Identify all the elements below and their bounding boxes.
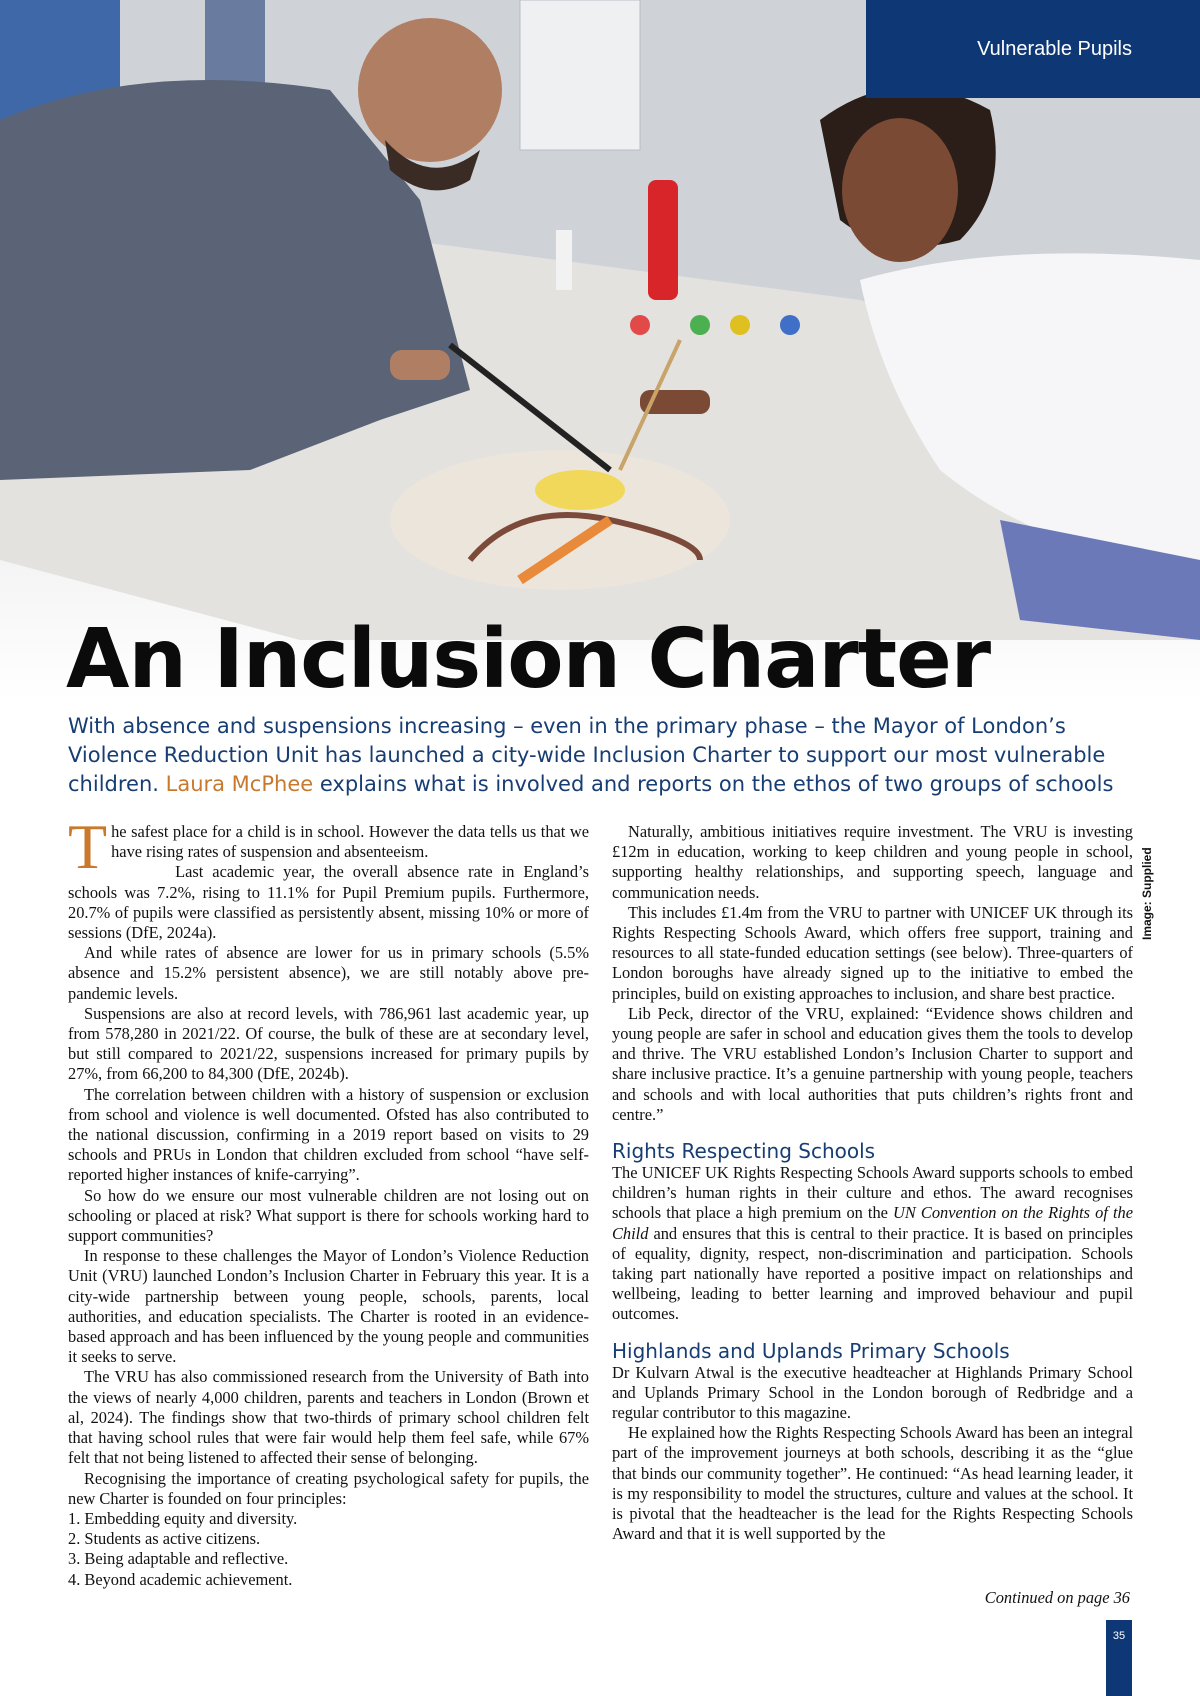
paragraph bbox=[612, 1163, 1133, 1325]
paragraph: Lib Peck, director of the VRU, explained: “Evidence shows children and young people are safer in school and education gives them the tools to develop and thrive. The VRU established London’s Inclusion Charter to support and share inclusive practice. It’s a genuine partnership with young people, teachers and schools and with local authorities that puts children’s rights front and centre.” bbox=[612, 1003, 1133, 1124]
paragraph: Suspensions are also at record levels, with 786,961 last academic year, up from 578,280 in 2021/22. Of course, the bulk of these are at secondary level, but still compared to 2021/22, suspensions increased for primary pupils by 27%, from 66,200 to 84,300 (DfE, 2024b). bbox=[68, 1003, 589, 1084]
principles-list bbox=[68, 1509, 589, 1590]
paragraph: In response to these challenges the Mayor of London’s Violence Reduction Unit (VRU) launched London’s Inclusion Charter in February this year. It is a city-wide partnership between young people, schools, parents, local authorities, and education specialists. The Charter is rooted in an evidence-based approach and has been influenced by the young people and communities it seeks to serve. bbox=[68, 1246, 589, 1367]
drop-cap: T bbox=[68, 811, 108, 882]
convention-title: UN Convention on the Rights of the Child bbox=[612, 1203, 1133, 1243]
paragraph: The correlation between children with a history of suspension or exclusion from school and violence is well documented. Ofsted has also contributed to the national discussion, confirming in a 2019 report based on visits to 29 schools and PRUs in London that children excluded from school “have self-reported higher instances of knife-carrying”. bbox=[68, 1084, 589, 1185]
paragraph: Naturally, ambitious initiatives require investment. The VRU is investing £12m in education, working to keep children and young people in school, supporting healthy relationships, and supporting speech, language and communication needs. bbox=[612, 822, 1133, 902]
paragraph: Dr Kulvarn Atwal is the executive headteacher at Highlands Primary School and Uplands Primary School in the London borough of Redbridge and a regular contributor to this magazine. bbox=[612, 1362, 1133, 1423]
standfirst bbox=[68, 712, 1138, 799]
paragraph-text: and ensures that this is central to their practice. It is based on principles of equality, dignity, respect, non-discrimination and participation. Schools taking part nationally have reported a positive impact on relationships and wellbeing, leading to better learning and improved behaviour and pupil outcomes. bbox=[612, 1223, 1133, 1324]
image-credit: Image: Supplied bbox=[1140, 847, 1154, 940]
standfirst-tail: explains what is involved and reports on the ethos of two groups of schools bbox=[319, 772, 1114, 796]
standfirst-main: With absence and suspensions increasing – even in the primary phase – the Mayor of London’s Violence Reduction Unit has launched a city-wide Inclusion Charter to support our most vulnerable children. bbox=[68, 714, 1106, 796]
paragraph-text: The UNICEF UK Rights Respecting Schools Award supports schools to embed children’s human rights in their culture and ethos. The award recognises schools that place a high premium on the bbox=[612, 1163, 1133, 1223]
paragraph: This includes £1.4m from the VRU to partner with UNICEF UK through its Rights Respecting Schools Award, which offers free support, training and resources to all state-funded education settings (see below). Three-quarters of London boroughs have already signed up to the initiative to embed the principles, build on existing approaches to inclusion, and share best practice. bbox=[612, 902, 1133, 1003]
paragraph: He explained how the Rights Respecting Schools Award has been an integral part of the improvement journeys at both schools, describing it as the “glue that binds our community together”. He continued: “As head learning leader, it is my responsibility to model the structures, culture and values at the school. It is pivotal that the headteacher is the lead for the Rights Respecting Schools Award and that it is well supported by the bbox=[612, 1423, 1133, 1544]
paragraph: So how do we ensure our most vulnerable children are not losing out on schooling or placed at risk? What support is there for schools working hard to support communities? bbox=[68, 1185, 589, 1246]
classroom-illustration bbox=[0, 0, 1200, 700]
paragraph-text: he safest place for a child is in school. However the data tells us that we have rising rates of suspension and absenteeism. bbox=[111, 822, 589, 862]
continued-note: Continued on page 36 bbox=[984, 1588, 1130, 1607]
subheading-rights-respecting: Rights Respecting Schools bbox=[612, 1139, 876, 1164]
right-column bbox=[612, 822, 1133, 1545]
paragraph: Last academic year, the overall absence rate in England’s schools was 7.2%, rising to 11.1% for Pupil Premium pupils. Furthermore, 20.7% of pupils were classified as persistently absent, missing 10% or more of sessions (DfE, 2024a). bbox=[68, 862, 589, 943]
paragraph bbox=[68, 811, 589, 882]
list-item: 4. Beyond academic achievement. bbox=[68, 1569, 293, 1589]
author-name: Laura McPhee bbox=[165, 772, 314, 796]
left-column bbox=[68, 811, 589, 1590]
paragraph: And while rates of absence are lower for us in primary schools (5.5% absence and 15.2% persistent absence), we are still notably above pre-pandemic levels. bbox=[68, 943, 589, 1003]
list-item: 3. Being adaptable and reflective. bbox=[68, 1549, 289, 1569]
article-title: An Inclusion Charter bbox=[66, 612, 991, 707]
hero-photo bbox=[0, 0, 1200, 700]
section-badge: Vulnerable Pupils bbox=[866, 0, 1200, 98]
paragraph: Recognising the importance of creating psychological safety for pupils, the new Charter is founded on four principles: bbox=[68, 1468, 589, 1508]
list-item: 2. Students as active citizens. bbox=[68, 1529, 261, 1549]
subheading-highlands-uplands: Highlands and Uplands Primary Schools bbox=[612, 1338, 1010, 1363]
list-item: 1. Embedding equity and diversity. bbox=[68, 1508, 298, 1528]
page-number: 35 bbox=[1106, 1620, 1132, 1696]
paragraph: The VRU has also commissioned research from the University of Bath into the views of nearly 4,000 children, parents and teachers in London (Brown et al, 2024). The findings show that two-thirds of primary school children felt that having school rules that were fair would help them feel safe, while 67% felt that not being listened to affected their sense of belonging. bbox=[68, 1367, 589, 1468]
